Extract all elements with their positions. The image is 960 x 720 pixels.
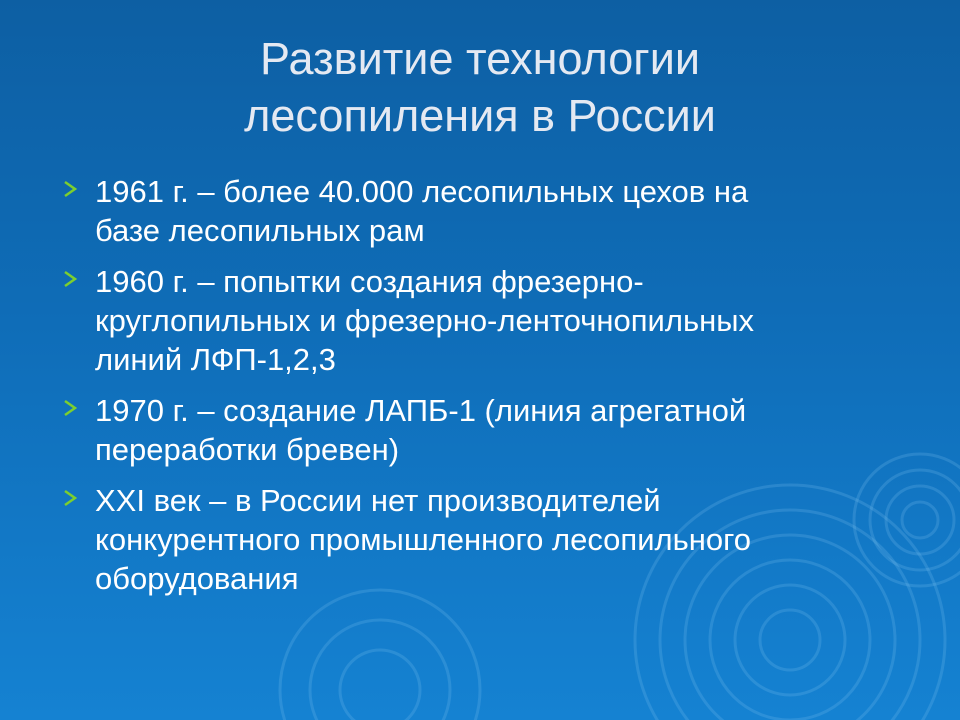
bullet-item [62,391,902,469]
bullet-item [62,262,902,379]
bullet-text-line: XXI век – в России нет производителей [95,483,661,518]
title-line: Развитие технологии [259,33,700,84]
chevron-right-icon [62,270,78,288]
bullet-list [62,172,902,610]
slide-title [60,30,900,144]
bullet-item [62,172,902,250]
bullet-text-line: линий ЛФП-1,2,3 [95,342,336,377]
chevron-right-icon [62,399,78,417]
bullet-item [62,481,902,598]
chevron-right-icon [62,489,78,507]
bullet-text-line: базе лесопильных рам [95,213,425,248]
bullet-text-line: 1960 г. – попытки создания фрезерно- [95,264,644,299]
bullet-text-line: переработки бревен) [95,432,400,467]
bullet-text-line: круглопильных и фрезерно-ленточнопильных [95,303,754,338]
chevron-right-icon [62,180,78,198]
bullet-text-line: оборудования [95,561,299,596]
bullet-text-line: 1970 г. – создание ЛАПБ-1 (линия агрегатной [95,393,747,428]
bullet-text-line: конкурентного промышленного лесопильного [95,522,751,557]
title-line: лесопиления в России [244,90,716,141]
bullet-text-line: 1961 г. – более 40.000 лесопильных цехов на [95,174,749,209]
